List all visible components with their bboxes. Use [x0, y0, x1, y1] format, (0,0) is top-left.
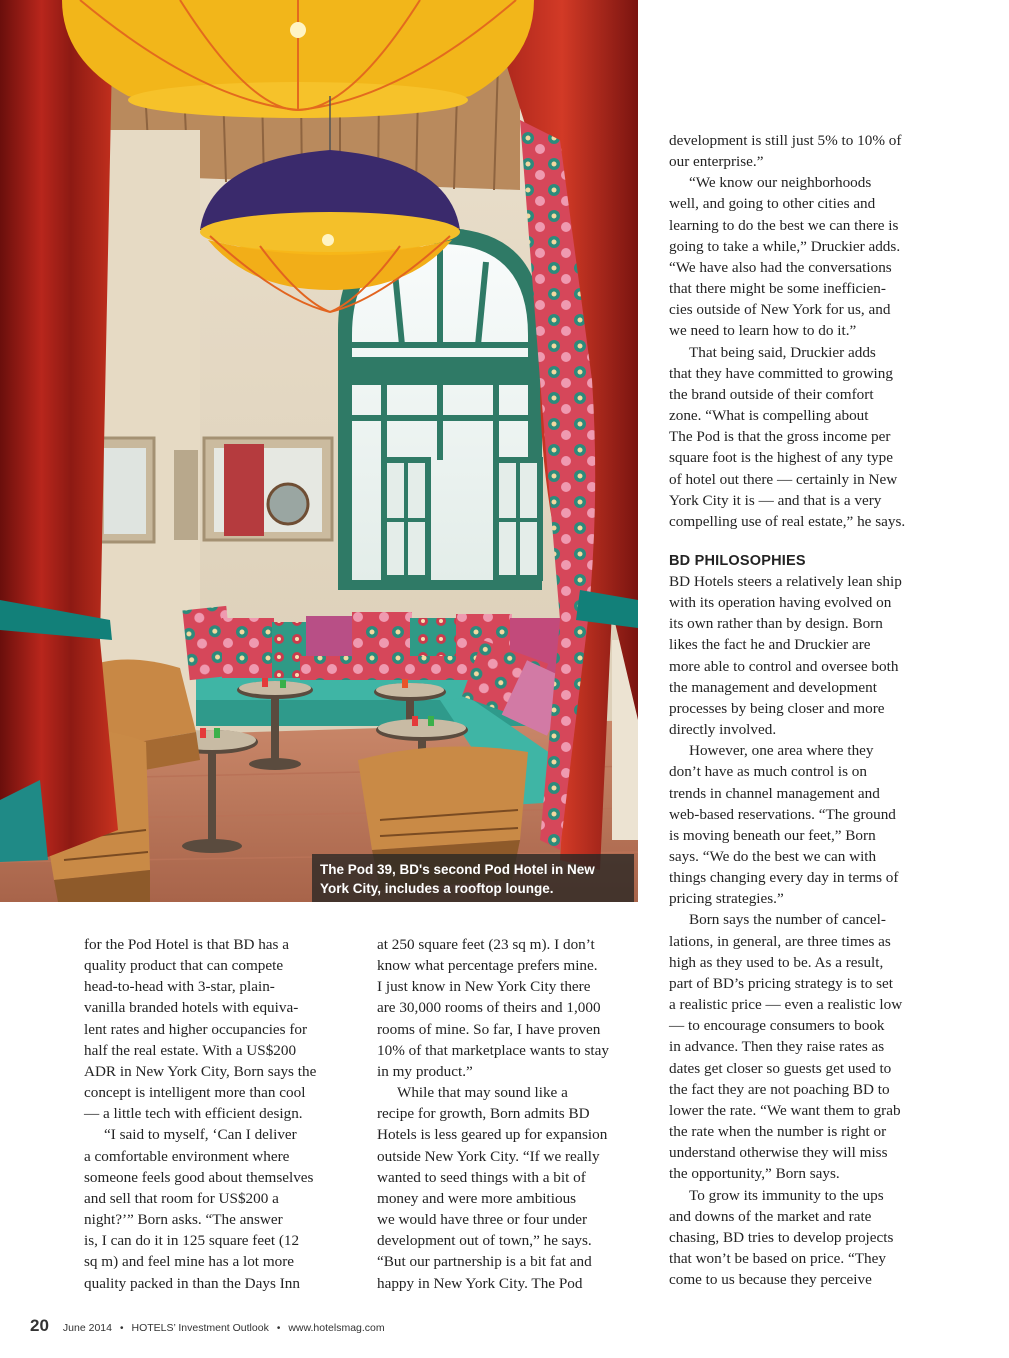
hotel-lounge-photo [0, 0, 638, 902]
article-line: Born says the number of cancel- [689, 911, 886, 929]
article-line: are 30,000 rooms of theirs and 1,000 [377, 999, 601, 1017]
article-line: ADR in New York City, Born says the [84, 1062, 317, 1080]
article-line: we need to learn how to do it.” [669, 322, 857, 340]
lounge-illustration [0, 0, 638, 902]
article-line: square foot is the highest of any type [669, 449, 893, 467]
article-line: in my product.” [377, 1062, 473, 1080]
article-line: To grow its immunity to the ups [689, 1186, 884, 1204]
article-line: quality product that can compete [84, 957, 284, 975]
article-line: our enterprise.” [669, 153, 764, 171]
article-line: directly involved. [669, 721, 777, 739]
article-line: outside New York City. “If we really [377, 1147, 600, 1165]
article-line: in advance. Then they raise rates as [669, 1038, 885, 1056]
article-line: high as they used to be. As a result, [669, 953, 884, 971]
article-line: recipe for growth, Born admits BD [377, 1105, 590, 1123]
article-line: is, I can do it in 125 square feet (12 [84, 1232, 300, 1250]
article-line: likes the fact he and Druckier are [669, 636, 871, 654]
article-line: vanilla branded hotels with equiva- [84, 999, 299, 1017]
article-line: concept is intelligent more than cool [84, 1084, 306, 1102]
article-line: development out of town,” he says. [377, 1232, 592, 1250]
article-line: come to us because they perceive [669, 1271, 872, 1289]
article-line: zone. “What is compelling about [669, 407, 869, 425]
article-column-1 [84, 934, 354, 1294]
article-line: with its operation having evolved on [669, 594, 892, 612]
article-line: and sell that room for US$200 a [84, 1189, 279, 1207]
footer-separator: • [119, 1323, 124, 1334]
article-line: a realistic price — even a realistic low [669, 996, 903, 1014]
article-line: learning to do the best we can there is [669, 216, 899, 234]
article-line: half the real estate. With a US$200 [84, 1041, 297, 1059]
article-line: I just know in New York City there [377, 978, 591, 996]
article-line: well, and going to other cities and [669, 195, 876, 213]
article-line: 10% of that marketplace wants to stay [377, 1041, 609, 1059]
article-line: wanted to seed things with a bit of [377, 1168, 586, 1186]
article-column-2 [377, 934, 642, 1294]
article-line: rooms of mine. So far, I have proven [377, 1020, 601, 1038]
article-line: for the Pod Hotel is that BD has a [84, 936, 290, 953]
article-column-3 [669, 130, 939, 1290]
article-line: understand otherwise they will miss [669, 1144, 888, 1162]
article-line: happy in New York City. The Pod [377, 1274, 583, 1292]
article-line: someone feels good about themselves [84, 1168, 314, 1186]
article-line: That being said, Druckier adds [689, 343, 876, 361]
footer-separator: • [276, 1323, 281, 1334]
article-line: trends in channel management and [669, 784, 880, 802]
article-line: lower the rate. “We want them to grab [669, 1101, 901, 1119]
article-line: lent rates and higher occupancies for [84, 1020, 308, 1038]
article-line: While that may sound like a [397, 1084, 568, 1102]
article-line: don’t have as much control is on [669, 763, 867, 781]
article-line: at 250 square feet (23 sq m). I don’t [377, 936, 595, 953]
article-line: processes by being closer and more [669, 699, 885, 717]
article-line: that won’t be based on price. “They [669, 1249, 886, 1267]
article-line: head-to-head with 3-star, plain- [84, 978, 275, 996]
article-line: the brand outside of their comfort [669, 385, 874, 403]
article-line: the fact they are not poaching BD to [669, 1080, 890, 1098]
article-line: York City it is — and that is a very [669, 491, 882, 509]
article-line: of hotel out there — certainly in New [669, 470, 898, 488]
article-line: the management and development [669, 678, 877, 696]
article-line: However, one area where they [689, 742, 874, 760]
article-line: lations, in general, are three times as [669, 932, 891, 950]
article-line: that there might be some inefficien- [669, 280, 886, 298]
article-line: development is still just 5% to 10% of [669, 132, 902, 149]
article-line: more able to control and oversee both [669, 657, 899, 675]
article-line: Hotels is less geared up for expansion [377, 1126, 608, 1144]
section-subhead: BD PHILOSOPHIES [669, 552, 806, 569]
article-line: “But our partnership is a bit fat and [377, 1253, 592, 1271]
article-line: and downs of the market and rate [669, 1207, 872, 1225]
article-line: is moving beneath our feet,” Born [669, 826, 876, 844]
article-line: dates get closer so guests get used to [669, 1059, 892, 1077]
page-number: 20 [30, 1316, 49, 1335]
article-line: BD Hotels steers a relatively lean ship [669, 572, 902, 590]
article-line: know what percentage prefers mine. [377, 957, 598, 975]
article-line: money and were more ambitious [377, 1189, 577, 1207]
article-line: the opportunity,” Born says. [669, 1165, 840, 1183]
article-line: cies outside of New York for us, and [669, 301, 891, 319]
article-line: things changing every day in terms of [669, 869, 899, 887]
article-line: — to encourage consumers to book [669, 1017, 885, 1035]
article-line: says. “We do the best we can with [669, 848, 877, 865]
article-line: pricing strategies.” [669, 890, 784, 908]
article-line: that they have committed to growing [669, 364, 893, 382]
article-line: web-based reservations. “The ground [669, 805, 896, 823]
article-line: — a little tech with efficient design. [84, 1105, 303, 1123]
article-line: a comfortable environment where [84, 1147, 290, 1165]
website-link[interactable]: www.hotelsmag.com [288, 1322, 385, 1334]
article-line: sq m) and feel mine has a lot more [84, 1253, 295, 1271]
article-line: part of BD’s pricing strategy is to set [669, 974, 893, 992]
article-line: going to take a while,” Druckier adds. [669, 237, 901, 255]
article-line: night?’” Born asks. “The answer [84, 1211, 283, 1229]
article-line: “We have also had the conversations [669, 258, 892, 276]
article-line: we would have three or four under [377, 1211, 588, 1229]
article-line: its own rather than by design. Born [669, 615, 883, 633]
article-line: the rate when the number is right or [669, 1123, 887, 1141]
article-line: The Pod is that the gross income per [669, 428, 891, 446]
photo-caption: The Pod 39, BD's second Pod Hotel in New York City, includes a rooftop lounge. [312, 854, 634, 902]
article-line: chasing, BD tries to develop projects [669, 1228, 894, 1246]
publication-name: HOTELS’ Investment Outlook [131, 1322, 269, 1334]
article-line: quality packed in than the Days Inn [84, 1274, 300, 1292]
issue-date: June 2014 [62, 1322, 112, 1334]
article-line: “We know our neighborhoods [689, 174, 872, 192]
article-line: compelling use of real estate,” he says. [669, 512, 906, 530]
page-footer [30, 1316, 385, 1338]
article-line: “I said to myself, ‘Can I deliver [104, 1126, 297, 1144]
